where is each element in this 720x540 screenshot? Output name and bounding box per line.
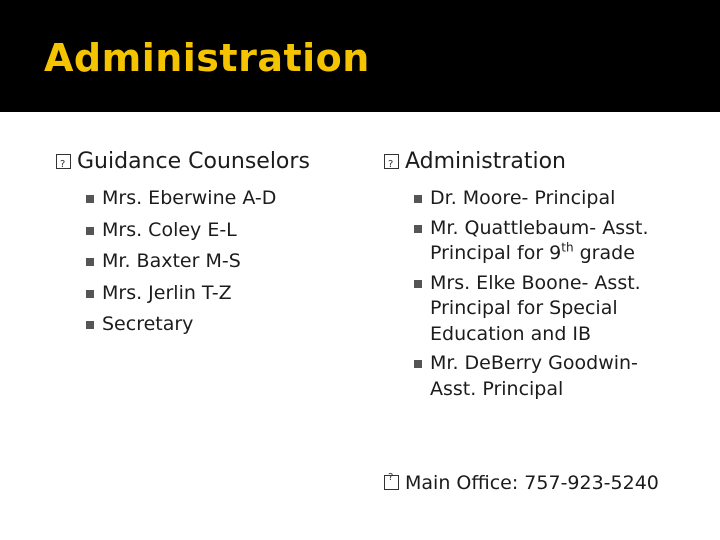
square-bullet-icon bbox=[414, 280, 422, 288]
list-item: Mrs. Coley E-L bbox=[56, 218, 356, 244]
list-item: Mrs. Jerlin T-Z bbox=[56, 281, 356, 307]
list-item: Mr. DeBerry Goodwin- Asst. Principal bbox=[384, 351, 684, 402]
square-bullet-icon bbox=[414, 360, 422, 368]
administration-column bbox=[384, 148, 684, 406]
square-bullet-icon bbox=[414, 195, 422, 203]
guidance-list bbox=[56, 186, 356, 338]
square-bullet-icon bbox=[86, 290, 94, 298]
guidance-column bbox=[56, 148, 356, 344]
list-item: Secretary bbox=[56, 312, 356, 338]
list-item: Mr. Quattlebaum- Asst. Principal for 9th grade bbox=[384, 216, 684, 267]
page-title: Administration bbox=[44, 36, 370, 80]
square-bullet-icon bbox=[86, 195, 94, 203]
list-item: Dr. Moore- Principal bbox=[384, 186, 684, 212]
square-bullet-icon bbox=[86, 258, 94, 266]
list-item: Mrs. Elke Boone- Asst. Principal for Special Education and IB bbox=[384, 271, 684, 348]
square-bullet-icon bbox=[86, 321, 94, 329]
bullet-box-icon bbox=[384, 475, 399, 490]
bullet-box-icon bbox=[384, 154, 399, 169]
administration-heading: ?Administration bbox=[384, 148, 684, 176]
list-item: Mrs. Eberwine A-D bbox=[56, 186, 356, 212]
title-bar bbox=[0, 0, 720, 112]
list-item: Mr. Baxter M-S bbox=[56, 249, 356, 275]
guidance-heading: ?Guidance Counselors bbox=[56, 148, 356, 176]
superscript: th bbox=[561, 240, 574, 255]
square-bullet-icon bbox=[86, 227, 94, 235]
square-bullet-icon bbox=[414, 225, 422, 233]
bullet-box-icon bbox=[56, 154, 71, 169]
main-office: ?Main Office: 757-923-5240 bbox=[384, 472, 659, 494]
administration-list bbox=[384, 186, 684, 402]
